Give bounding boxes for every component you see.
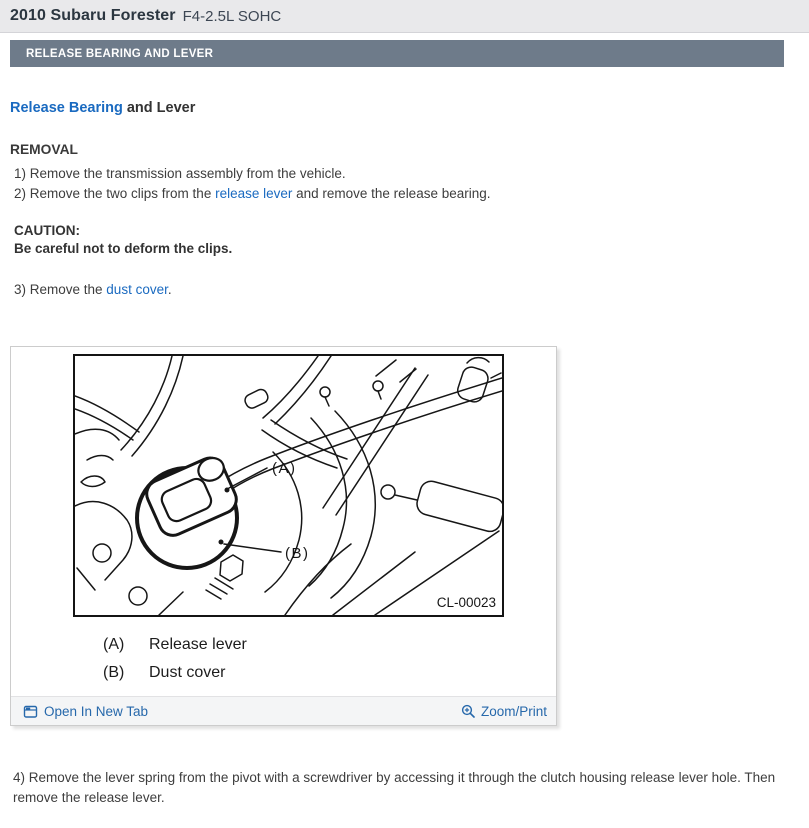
article-body [0, 100, 809, 808]
diagram-callout-b: (B) [285, 545, 310, 562]
removal-heading: REMOVAL [10, 142, 78, 157]
vehicle-title: 2010 Subaru Forester [10, 7, 176, 24]
legend-value-b: Dust cover [149, 664, 226, 681]
legend-value-a: Release lever [149, 636, 247, 653]
step-3: 3) Remove the dust cover. [14, 282, 172, 297]
figure-toolbar [11, 696, 556, 725]
figure-legend-row [103, 659, 556, 687]
figure-legend [103, 631, 556, 687]
vehicle-header [0, 0, 809, 33]
vehicle-engine: F4-2.5L SOHC [182, 7, 282, 25]
caution-text: Be careful not to deform the clips. [14, 241, 233, 256]
step-4: 4) Remove the lever spring from the pivot with a screwdriver by accessing it through the clutch housing release lever hole. Then remove the release lever. [13, 770, 776, 805]
caution-heading: CAUTION: [14, 223, 80, 238]
dust-cover-link[interactable]: dust cover [106, 282, 168, 297]
document-title [10, 100, 799, 116]
magnifier-plus-icon [461, 704, 475, 718]
legend-key-a: (A) [103, 636, 125, 653]
section-title: RELEASE BEARING AND LEVER [26, 47, 214, 60]
step-2: 2) Remove the two clips from the release lever and remove the release bearing. [14, 186, 491, 201]
figure-panel [10, 346, 557, 726]
release-bearing-link[interactable]: Release Bearing [10, 100, 123, 116]
diagram-code: CL-00023 [436, 595, 496, 610]
window-new-tab-icon [23, 704, 38, 719]
diagram-callout-a: (A) [272, 460, 297, 477]
step-1: 1) Remove the transmission assembly from the vehicle. [14, 166, 346, 181]
section-title-bar [10, 40, 784, 67]
legend-key-b: (B) [103, 664, 125, 681]
document-title-rest: and Lever [122, 100, 196, 116]
open-in-new-tab-button[interactable]: Open In New Tab [23, 704, 148, 719]
zoom-print-button[interactable]: Zoom/Print [461, 704, 547, 719]
figure-legend-row [103, 631, 556, 659]
clutch-housing-diagram [73, 354, 504, 617]
release-lever-link[interactable]: release lever [215, 186, 293, 201]
